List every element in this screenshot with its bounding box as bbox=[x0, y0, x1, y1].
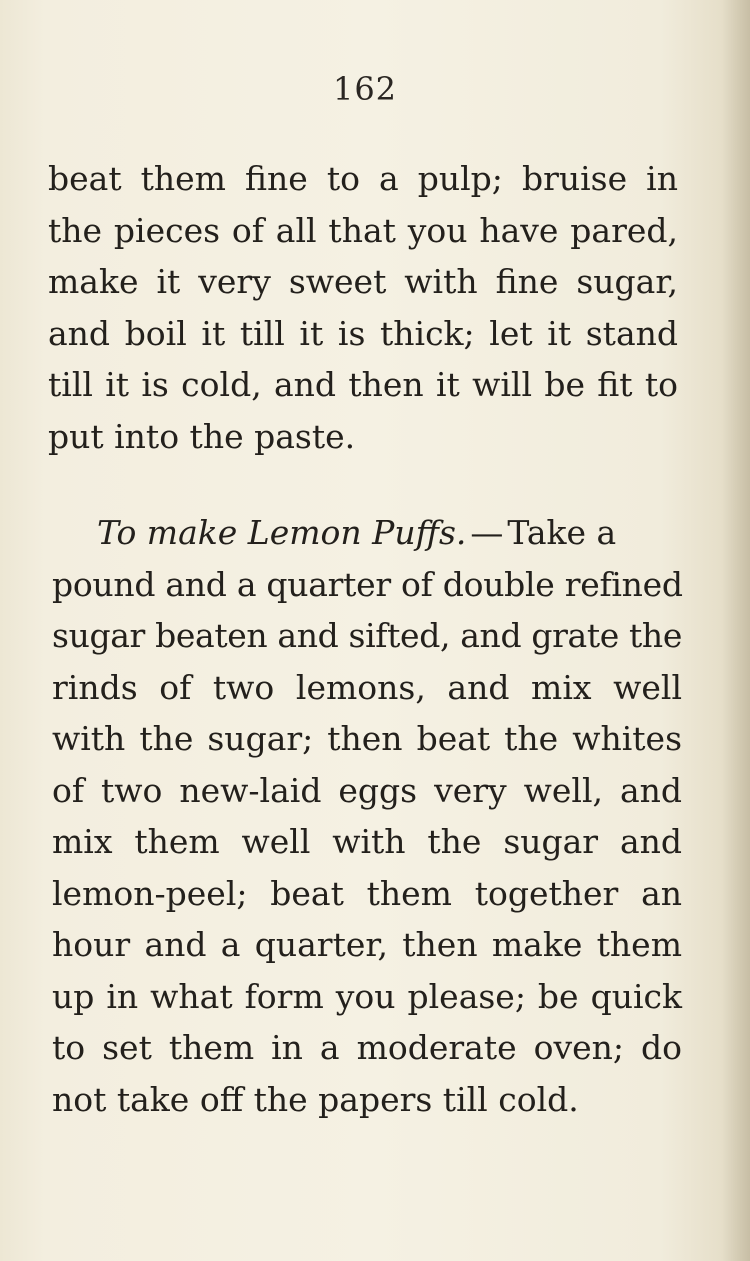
text-line: with the sugar; then beat the whites bbox=[52, 719, 682, 758]
text-line: lemon-peel; beat them together an bbox=[52, 873, 682, 913]
text-line: rinds of two lemons, and mix well bbox=[52, 667, 682, 707]
text-line: not take off the papers till cold. bbox=[52, 1079, 579, 1119]
text-line: mix them well with the sugar and bbox=[52, 822, 682, 861]
text-line: to set them in a moderate oven; do bbox=[52, 1028, 682, 1067]
continued-paragraph bbox=[48, 153, 678, 462]
text-line: and boil it till it is thick; let it stand bbox=[48, 313, 678, 353]
text-line: up in what form you please; be quick bbox=[52, 976, 682, 1016]
lemon-puffs-recipe bbox=[52, 507, 682, 1125]
recipe-title: To make Lemon Puffs. bbox=[97, 513, 467, 552]
first-line-text: Take a bbox=[507, 513, 617, 552]
title-dash: — bbox=[470, 513, 504, 552]
text-line: sugar beaten and sifted, and grate the bbox=[52, 616, 682, 655]
text-line: till it is cold, and then it will be fit to bbox=[48, 365, 678, 404]
page-number: 162 bbox=[332, 70, 398, 108]
text-line: the pieces of all that you have pared, bbox=[48, 210, 678, 250]
text-line: pound and a quarter of double refined bbox=[52, 564, 683, 604]
text-line: of two new-laid eggs very well, and bbox=[52, 770, 682, 810]
text-line: beat them fine to a pulp; bruise in bbox=[48, 159, 678, 198]
recipe-first-line bbox=[52, 507, 682, 559]
text-line: make it very sweet with fine sugar, bbox=[48, 262, 678, 301]
text-line: hour and a quarter, then make them bbox=[52, 925, 682, 964]
text-line: put into the paste. bbox=[48, 416, 356, 456]
